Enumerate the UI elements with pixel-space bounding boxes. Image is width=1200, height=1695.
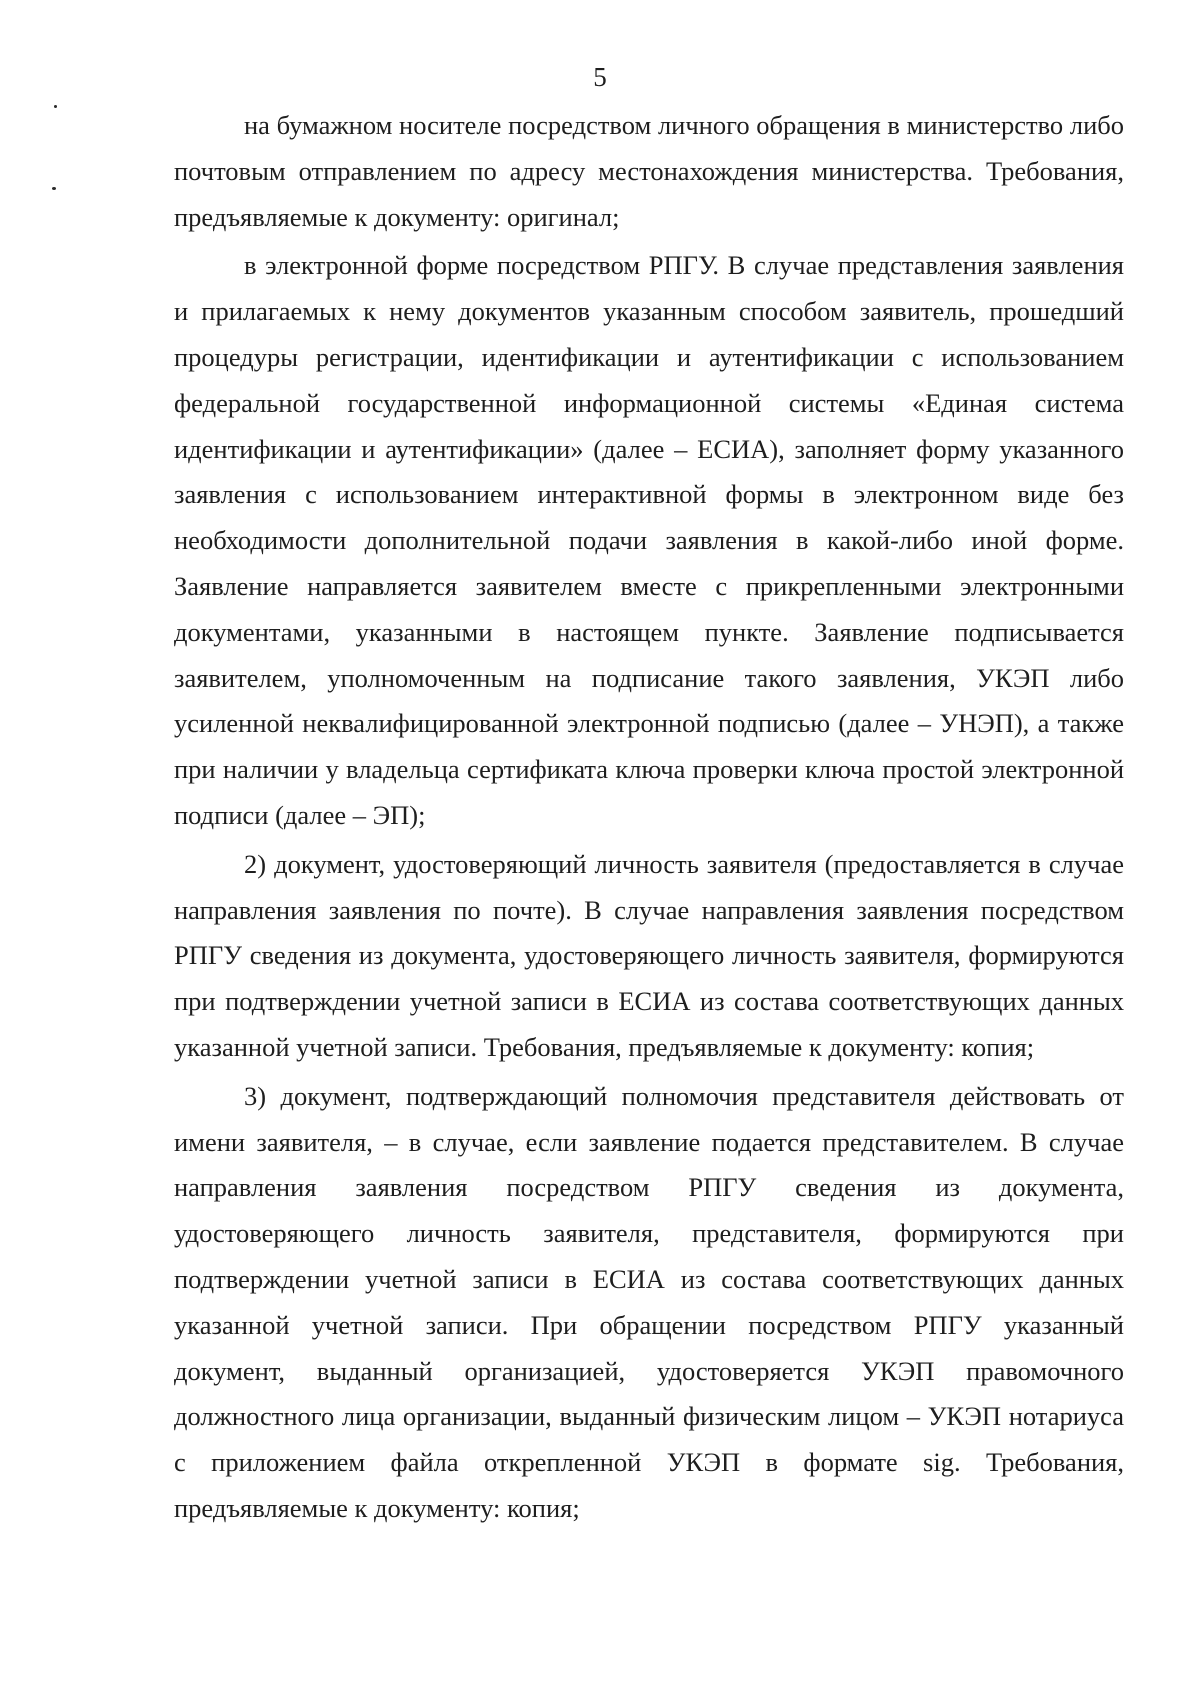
paragraph-identity-document: 2) документ, удостоверяющий личность заявителя (предоставляется в случае направления заявления по почте). В случае направления заявления посредством РПГУ сведения из документа, удостоверяющего личность заявителя, формируются при подтверждении учетной записи в ЕСИА из состава соответствующих данных указанной учетной записи. Требования, предъявляемые к документу: копия; bbox=[174, 848, 1124, 1062]
paragraph-electronic-submission: в электронной форме посредством РПГУ. В случае представления заявления и прилагаемых к нему документов указанным способом заявитель, прошедший процедуры регистрации, идентификации и аутентификации с использованием федеральной государственной информационной системы «Единая система идентификации и аутентификации» (далее – ЕСИА), заполняет форму указанного заявления с использованием интерактивной формы в электронном виде без необходимости дополнительной подачи заявления в какой-либо иной форме. Заявление направляется заявителем вместе с прикрепленными электронными документами, указанными в настоящем пункте. Заявление подписывается заявителем, уполномоченным на подписание такого заявления, УКЭП либо усиленной неквалифицированной электронной подписью (далее – УНЭП), а также при наличии у владельца сертификата ключа проверки ключа простой электронной подписи (далее – ЭП); bbox=[174, 250, 1124, 830]
scan-speck bbox=[52, 187, 56, 190]
document-body bbox=[174, 103, 1124, 1532]
scan-speck bbox=[54, 105, 57, 108]
paragraph-representative-authority: 3) документ, подтверждающий полномочия представителя действовать от имени заявителя, – в случае, если заявление подается представителем. В случае направления заявления посредством РПГУ сведения из документа, удостоверяющего личность заявителя, представителя, формируются при подтверждении учетной записи в ЕСИА из состава соответствующих данных указанной учетной записи. При обращении посредством РПГУ указанный документ, выданный организацией, удостоверяется УКЭП правомочного должностного лица организации, выданный физическим лицом – УКЭП нотариуса с приложением файла открепленной УКЭП в формате sig. Требования, предъявляемые к документу: копия; bbox=[174, 1080, 1124, 1523]
page-number: 5 bbox=[593, 62, 607, 92]
paragraph-paper-submission: на бумажном носителе посредством личного обращения в министерство либо почтовым отправлением по адресу местонахождения министерства. Требования, предъявляемые к документу: оригинал; bbox=[174, 110, 1124, 232]
